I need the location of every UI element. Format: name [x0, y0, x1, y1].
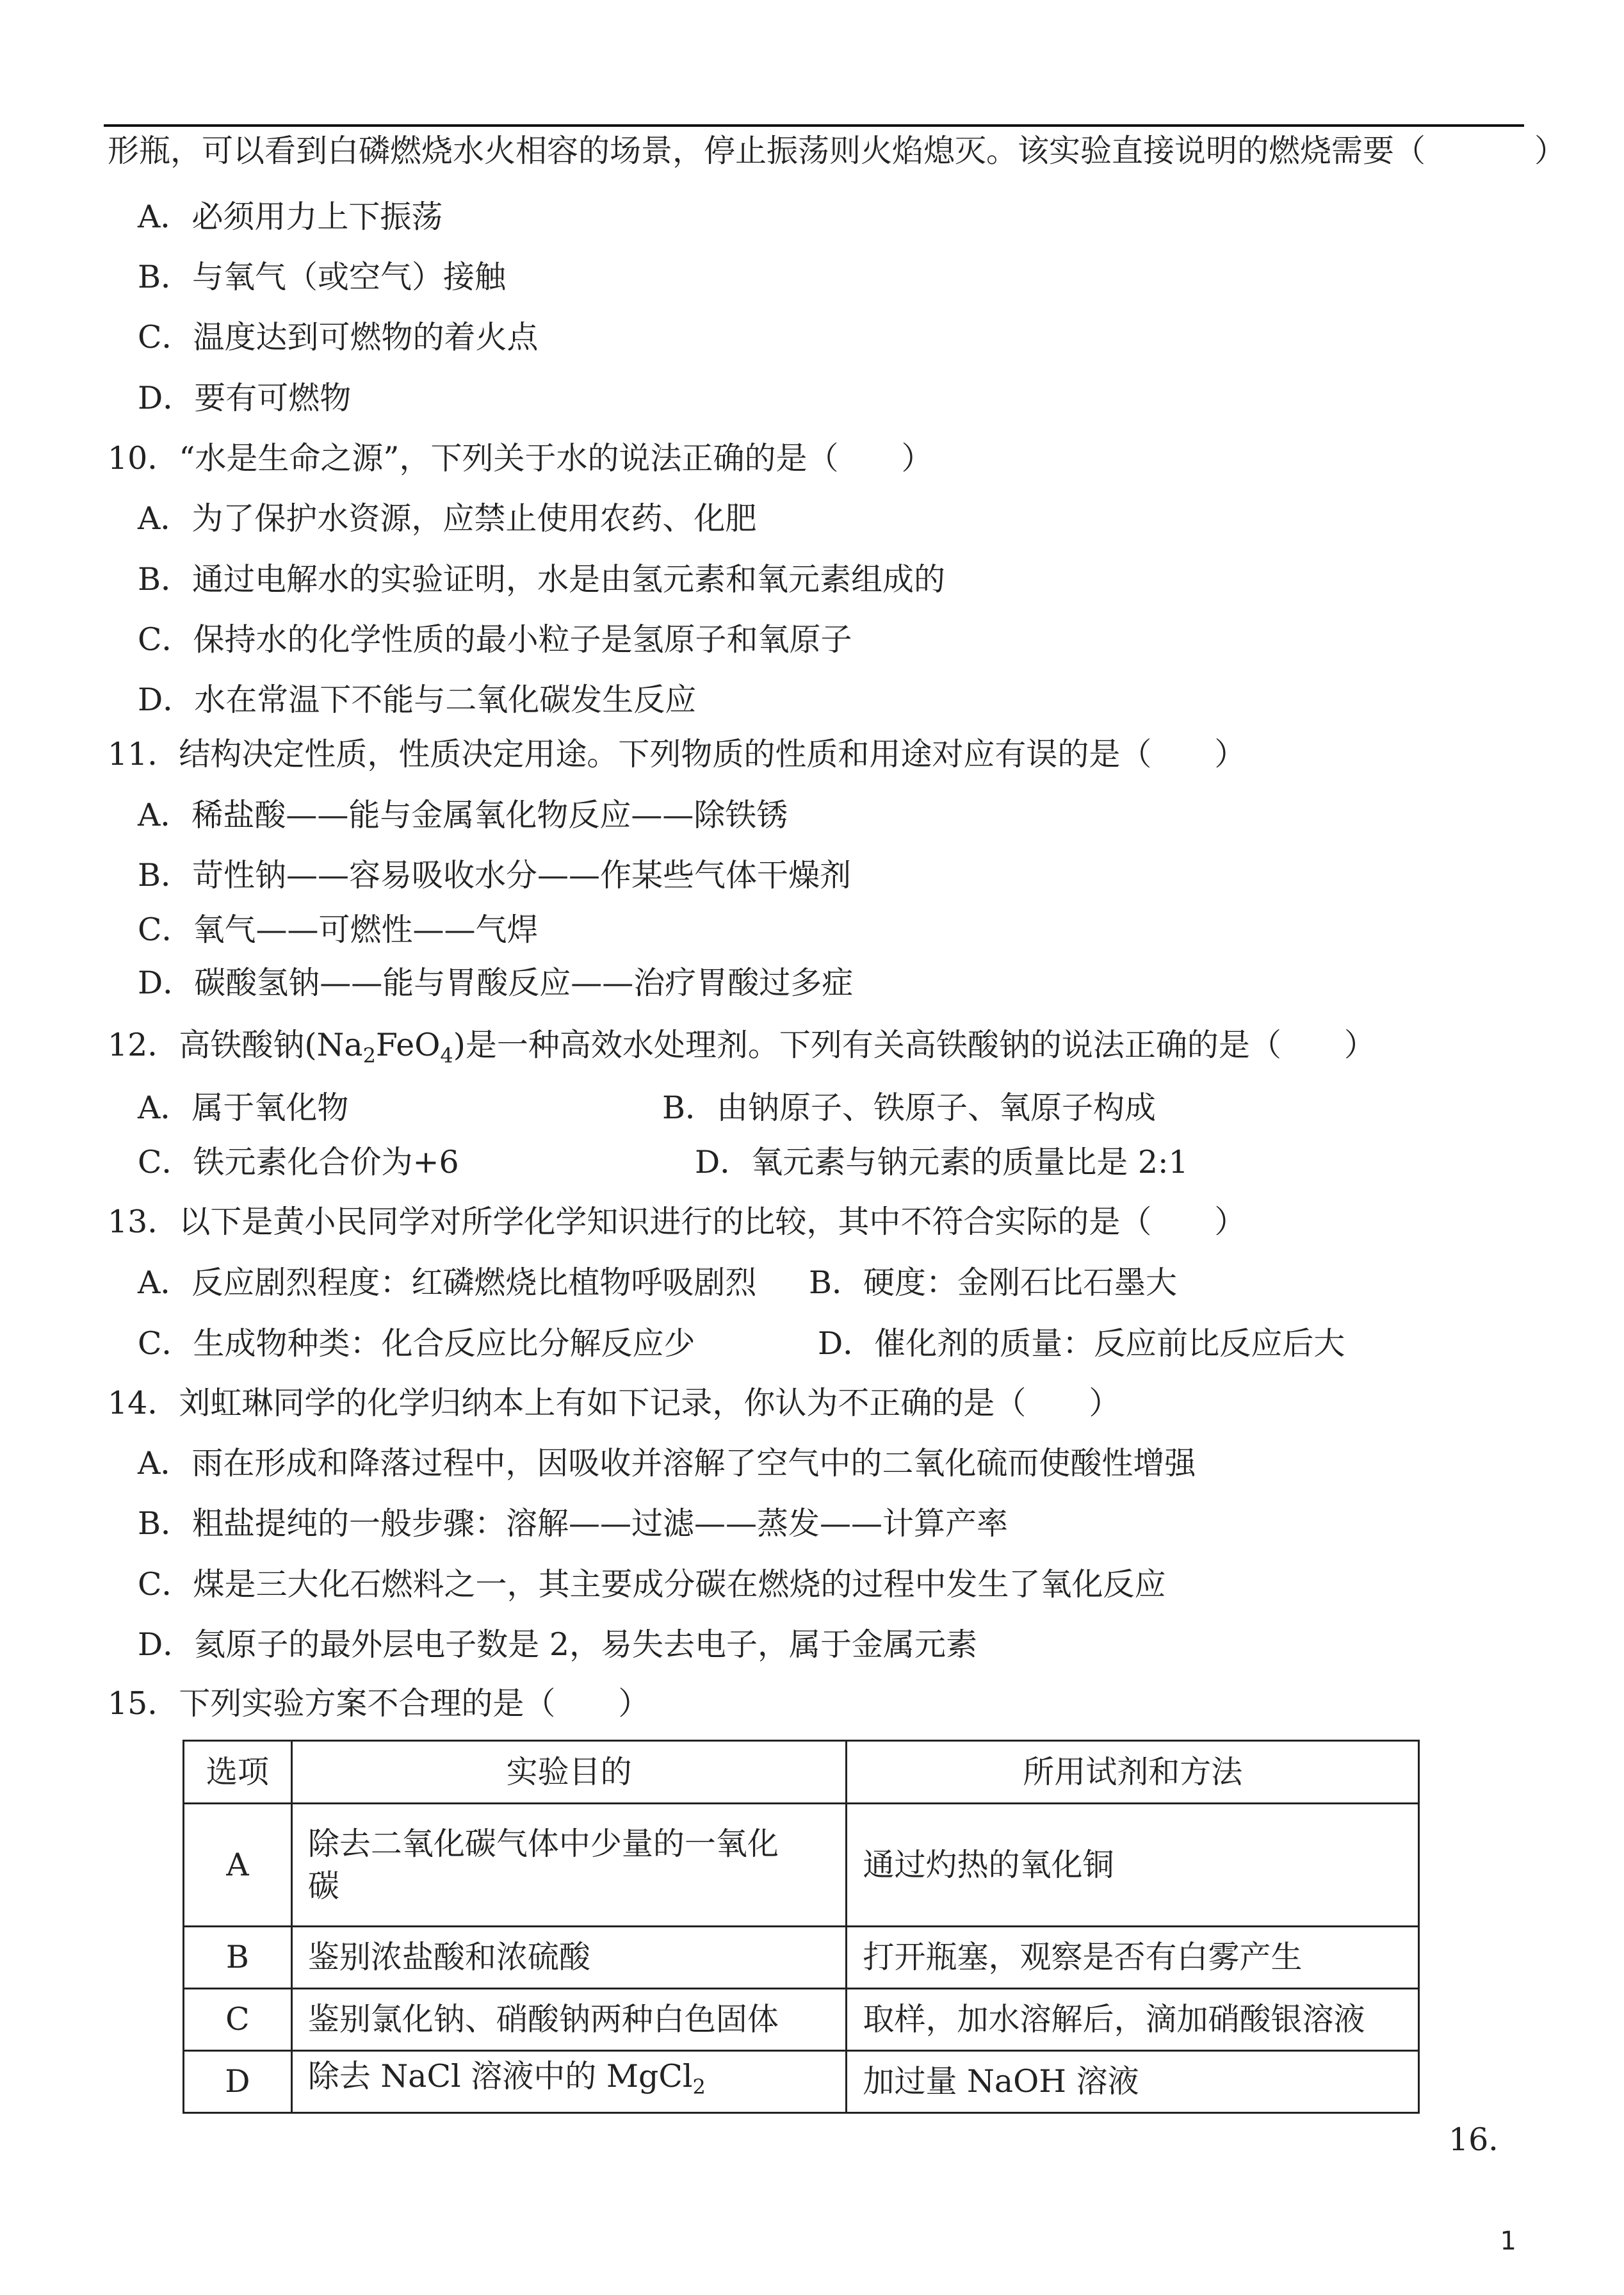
q15-stem: 15．下列实验方案不合理的是（ ）	[108, 1685, 650, 1722]
q13-option-b: B．硬度：金刚石比石墨大	[809, 1264, 1178, 1301]
q14-stem: 14．刘虹琳同学的化学归纳本上有如下记录，你认为不正确的是（ ）	[108, 1385, 1121, 1421]
q10-option-b: B．通过电解水的实验证明，水是由氢元素和氧元素组成的	[138, 561, 946, 598]
q11-stem: 11．结构决定性质，性质决定用途。下列物质的性质和用途对应有误的是（ ）	[108, 736, 1246, 772]
row-b-method: 打开瓶塞，观察是否有白雾产生	[847, 1927, 1419, 1989]
q10-option-a: A．为了保护水资源，应禁止使用农药、化肥	[138, 500, 757, 537]
q14-option-a: A．雨在形成和降落过程中，因吸收并溶解了空气中的二氧化硫而使酸性增强	[138, 1445, 1196, 1482]
table-row	[184, 2051, 1419, 2113]
q10-option-d: D．水在常温下不能与二氧化碳发生反应	[138, 682, 697, 718]
q10-option-c: C．保持水的化学性质的最小粒子是氢原子和氧原子	[138, 621, 852, 658]
q11-option-c: C．氧气——可燃性——气焊	[138, 911, 539, 948]
q13-option-c: C．生成物种类：化合反应比分解反应少	[138, 1325, 695, 1362]
row-d-goal: 除去 NaCl 溶液中的 MgCl$_2$	[291, 2051, 847, 2113]
table-row	[184, 1989, 1419, 2051]
row-a-method: 通过灼热的氧化铜	[847, 1804, 1419, 1927]
row-d-method: 加过量 NaOH 溶液	[847, 2051, 1419, 2113]
header-rule	[104, 124, 1524, 127]
row-c-method: 取样，加水溶解后，滴加硝酸银溶液	[847, 1989, 1419, 2051]
q12-option-a: A．属于氧化物	[138, 1090, 349, 1126]
q12-stem: 12．高铁酸钠$(Na_2FeO_4)$是一种高效水处理剂。下列有关高铁酸钠的说法正确的是（ ）	[108, 1027, 1376, 1068]
q13-option-d: D．催化剂的质量：反应前比反应后大	[818, 1325, 1345, 1362]
row-c-option: C	[184, 1989, 292, 2051]
q11-option-b: B．苛性钠——容易吸收水分——作某些气体干燥剂	[138, 857, 852, 894]
row-a-option: A	[184, 1804, 292, 1927]
q14-option-c: C．煤是三大化石燃料之一，其主要成分碳在燃烧的过程中发生了氧化反应	[138, 1566, 1166, 1603]
q14-option-b: B．粗盐提纯的一般步骤：溶解——过滤——蒸发——计算产率	[138, 1505, 1009, 1542]
next-question-number: 16．	[1449, 2121, 1520, 2158]
q11-option-a: A．稀盐酸——能与金属氧化物反应——除铁锈	[138, 797, 788, 833]
q9-option-d: D．要有可燃物	[138, 380, 352, 416]
q13-stem: 13．以下是黄小民同学对所学化学知识进行的比较，其中不符合实际的是（ ）	[108, 1204, 1246, 1240]
header-option: 选项	[184, 1741, 292, 1804]
q10-stem: 10．“水是生命之源”，下列关于水的说法正确的是（ ）	[108, 440, 933, 477]
q9-paren-close: ）	[1534, 133, 1566, 169]
q9-option-c: C．温度达到可燃物的着火点	[138, 319, 539, 355]
row-b-goal: 鉴别浓盐酸和浓硫酸	[291, 1927, 847, 1989]
row-c-goal: 鉴别氯化钠、硝酸钠两种白色固体	[291, 1989, 847, 2051]
q9-stem: 形瓶，可以看到白磷燃烧水火相容的场景，停止振荡则火焰熄灭。该实验直接说明的燃烧需要（	[108, 133, 1426, 169]
q9-option-b: B．与氧气（或空气）接触	[138, 259, 507, 295]
page-number: 1	[1500, 2226, 1516, 2256]
header-method: 所用试剂和方法	[847, 1741, 1419, 1804]
q13-option-a: A．反应剧烈程度：红磷燃烧比植物呼吸剧烈	[138, 1264, 757, 1301]
row-b-option: B	[184, 1927, 292, 1989]
q14-option-d: D．氦原子的最外层电子数是 2，易失去电子，属于金属元素	[138, 1626, 978, 1663]
q12-option-b: B．由钠原子、铁原子、氧原子构成	[662, 1090, 1157, 1126]
q12-option-c: C．铁元素化合价为+6	[138, 1144, 459, 1180]
row-a-goal: 除去二氧化碳气体中少量的一氧化 碳	[291, 1804, 847, 1927]
q9-option-a: A．必须用力上下振荡	[138, 199, 443, 235]
q15-table	[183, 1740, 1420, 2114]
header-goal: 实验目的	[291, 1741, 847, 1804]
q12-option-d: D．氧元素与钠元素的质量比是 2:1	[695, 1144, 1189, 1180]
table-header-row	[184, 1741, 1419, 1804]
q11-option-d: D．碳酸氢钠——能与胃酸反应——治疗胃酸过多症	[138, 965, 854, 1001]
table-row	[184, 1927, 1419, 1989]
table-row	[184, 1804, 1419, 1927]
row-d-option: D	[184, 2051, 292, 2113]
